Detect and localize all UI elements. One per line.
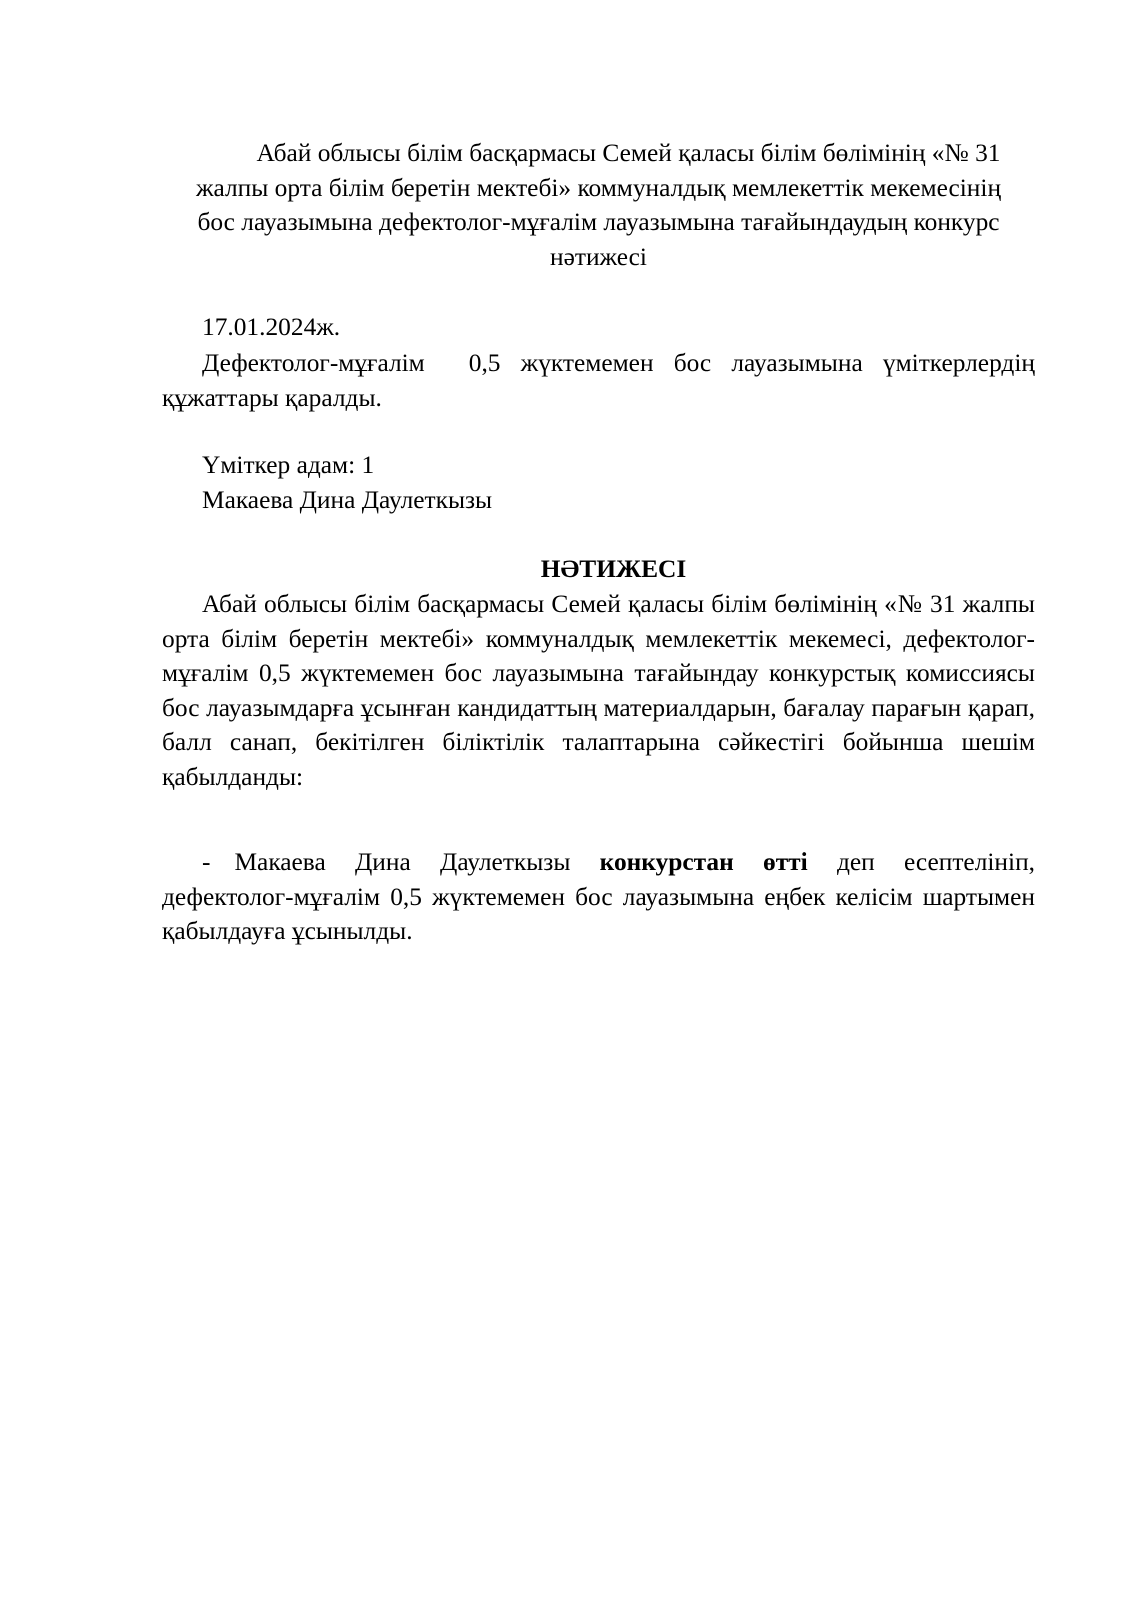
result-paragraph: Абай облысы білім басқармасы Семей қаласы білім бөлімінің «№ 31 жалпы орта білім беретін мектебі» коммуналдық мемлекеттік мекемесі, дефектолог-мұғалім 0,5 жүктемемен бос лауазымына тағайындау конкурстық комиссиясы бос лауазымдарға ұсынған кандидаттың материалдарын, бағалау парағын қарап, балл санап, бекітілген біліктілік талаптарына сәйкестігі бойынша шешім қабылданды: <box>162 590 1035 791</box>
candidates-count: Үміткер адам: 1 <box>202 451 375 479</box>
decision-paragraph <box>162 845 1035 949</box>
title-line-3: бос лауазымына дефектолог-мұғалім лауазымына тағайындаудың конкурс <box>197 208 1000 236</box>
documents-reviewed-text: 0,5 жүктемемен бос лауазымына үміткерлердің құжаттары қаралды. <box>162 349 1035 412</box>
title-line-4: нәтижесі <box>550 242 647 271</box>
documents-reviewed-paragraph <box>162 346 1035 415</box>
position-name: Дефектолог-мұғалім <box>202 349 425 377</box>
result-heading: НӘТИЖЕСІ <box>540 555 687 583</box>
title-line-1: Абай облысы білім басқармасы Семей қаласы білім бөлімінің «№ 31 <box>256 139 1001 167</box>
document-title <box>162 136 1035 274</box>
decision-outcome: конкурстан өтті <box>599 848 808 876</box>
document-date: 17.01.2024ж. <box>202 313 341 341</box>
candidate-name: Макаева Дина Даулеткызы <box>202 486 493 514</box>
decision-text: деп есептелініп, дефектолог-мұғалім 0,5 жүктемемен бос лауазымына еңбек келісім шартымен қабылдауға ұсынылды. <box>162 848 1036 945</box>
decision-candidate-name: Макаева Дина Даулеткызы <box>234 848 571 876</box>
decision-dash: - <box>202 848 211 876</box>
title-line-2: жалпы орта білім беретін мектебі» коммуналдық мемлекеттік мекемесінің <box>195 173 1002 202</box>
